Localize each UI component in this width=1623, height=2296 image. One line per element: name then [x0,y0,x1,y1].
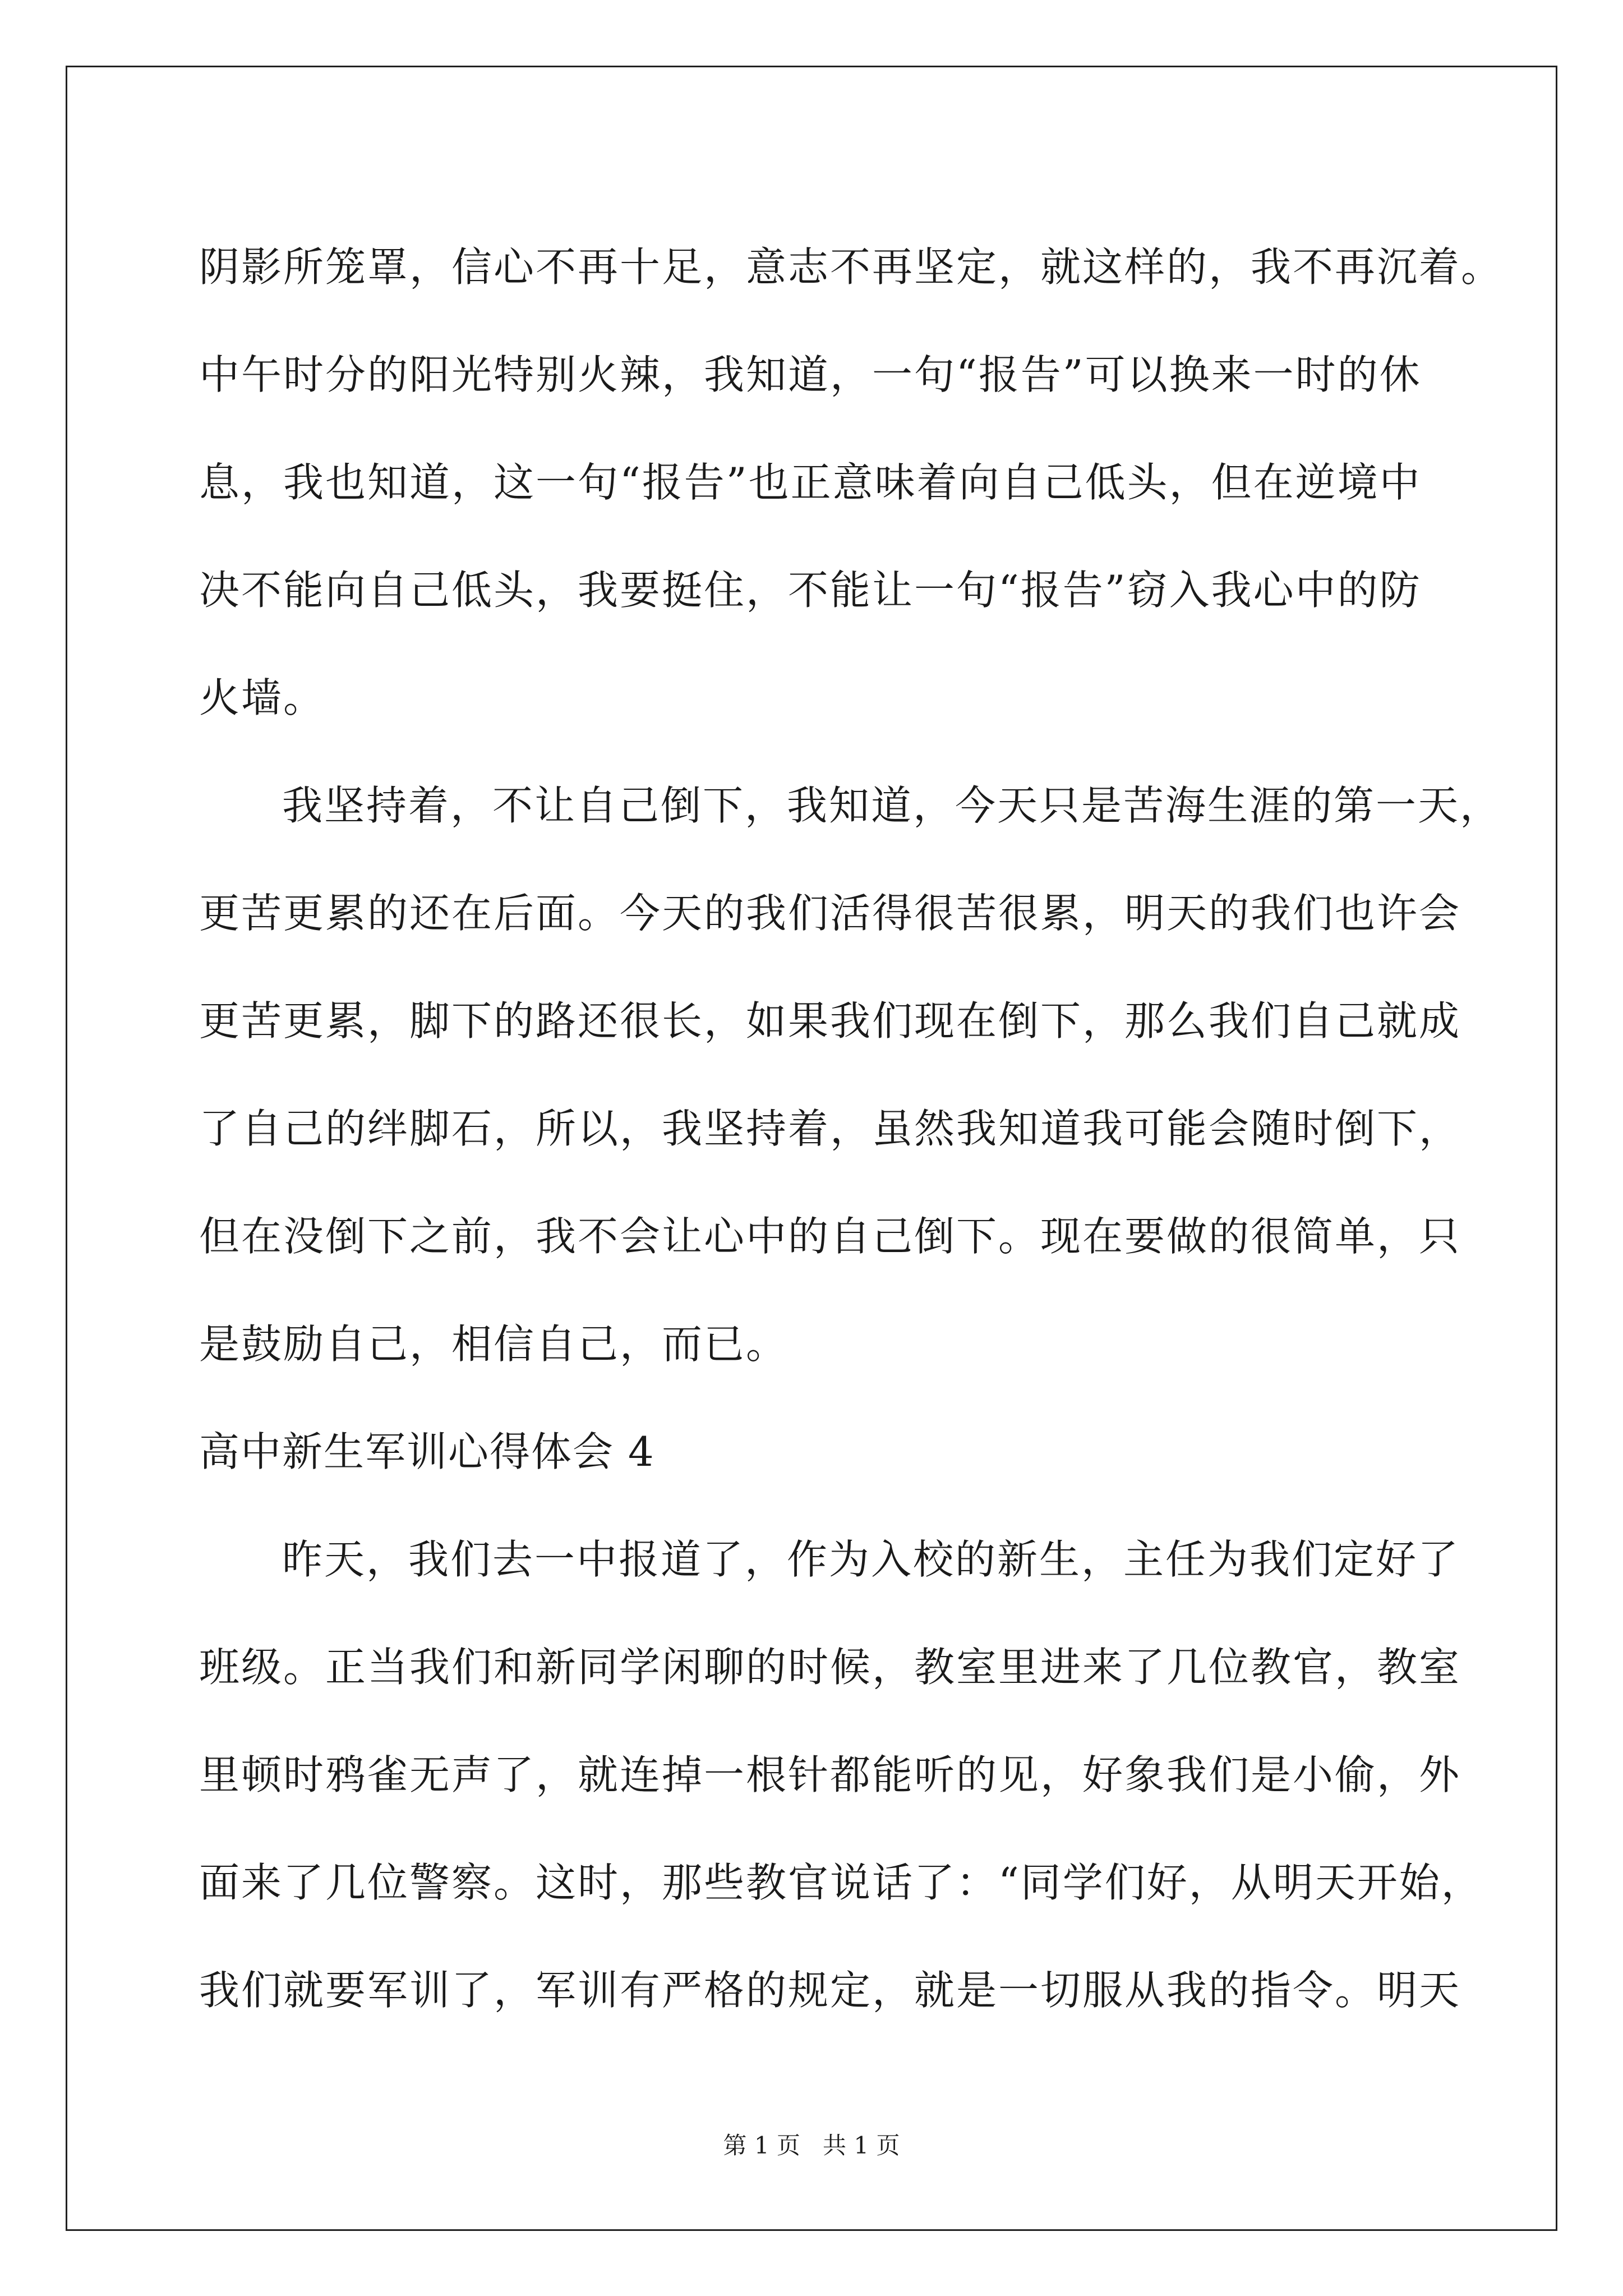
paragraph-line: 火墙。 [199,674,326,721]
paragraph-line: 阴影所笼罩，信心不再十足，意志不再坚定，就这样的，我不再沉着。 [199,243,1504,291]
paragraph-line: 是鼓励自己，相信自己，而已。 [199,1320,789,1368]
paragraph-line: 决不能向自己低头，我要挺住，不能让一句“报告”窃入我心中的防 [199,567,1422,614]
page-number-footer: 第 1 页 共 1 页 [723,2132,900,2159]
paragraph-first-line: 我坚持着，不让自己倒下，我知道，今天只是苦海生涯的第一天， [282,782,1502,829]
paragraph-line: 了自己的绊脚石，所以，我坚持着，虽然我知道我可能会随时倒下， [199,1105,1461,1152]
paragraph-line: 更苦更累，脚下的路还很长，如果我们现在倒下，那么我们自己就成 [199,997,1461,1045]
paragraph-line: 我们就要军训了，军训有严格的规定，就是一切服从我的指令。明天 [199,1967,1461,2014]
paragraph-line: 面来了几位警察。这时，那些教官说话了：“同学们好，从明天开始， [199,1859,1483,1906]
paragraph-first-line: 昨天，我们去一中报道了，作为入校的新生，主任为我们定好了 [282,1536,1460,1583]
section-heading: 高中新生军训心得体会 4 [199,1428,655,1475]
paragraph-line: 但在没倒下之前，我不会让心中的自己倒下。现在要做的很简单，只 [199,1213,1461,1260]
paragraph-line: 中午时分的阳光特别火辣，我知道，一句“报告”可以换来一时的休 [199,351,1422,398]
document-text [199,213,1504,2044]
paragraph-line: 班级。正当我们和新同学闲聊的时候，教室里进来了几位教官，教室 [199,1644,1461,1691]
paragraph-line: 息，我也知道，这一句“报告”也正意味着向自己低头，但在逆境中 [199,459,1422,506]
paragraph-line: 里顿时鸦雀无声了，就连掉一根针都能听的见，好象我们是小偷，外 [199,1751,1461,1798]
paragraph-line: 更苦更累的还在后面。今天的我们活得很苦很累，明天的我们也许会 [199,890,1461,937]
